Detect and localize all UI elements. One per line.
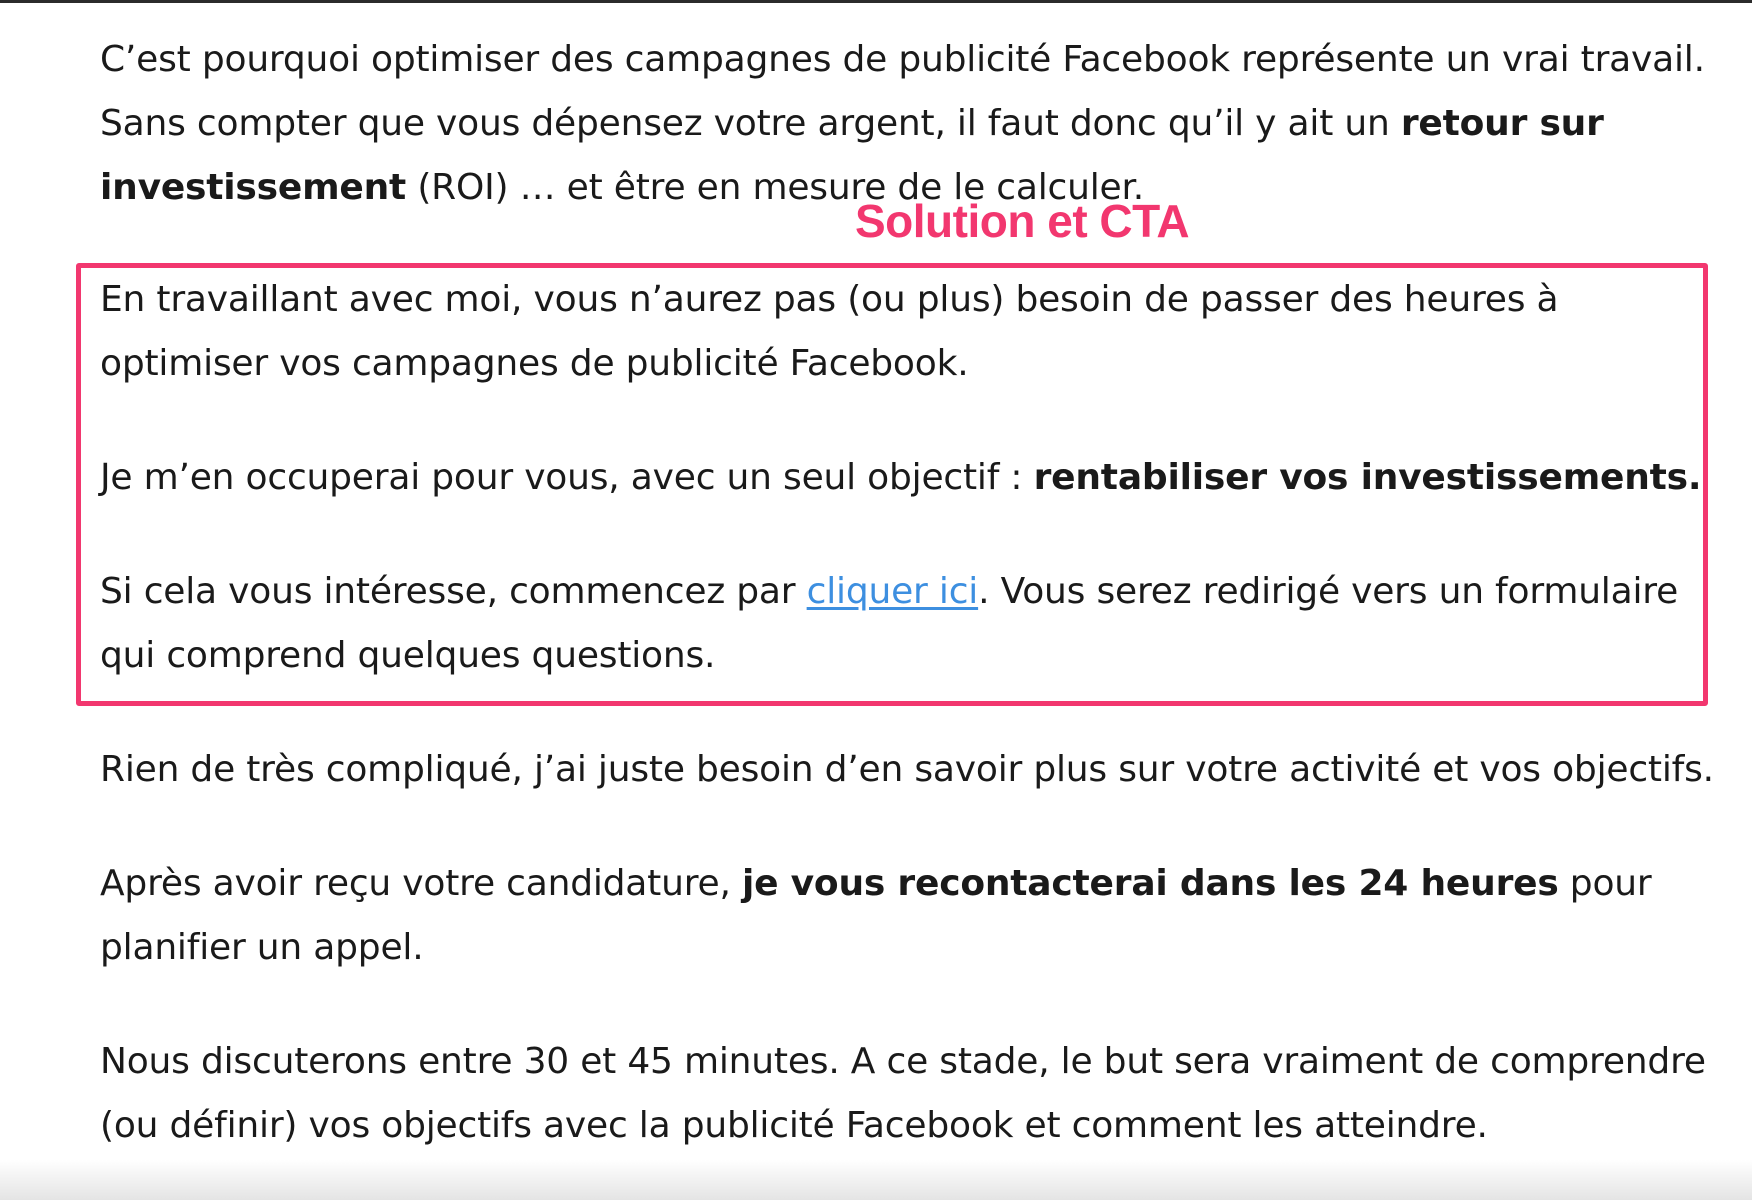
solution-cta-highlight-box [76,263,1708,706]
bottom-fade [0,1160,1752,1200]
bold-text: retour sur investissement [100,103,1604,208]
paragraph-text: Je m’en occuperai pour vous, avec un seul objectif : [100,457,1034,498]
paragraph-discussion: Nous discuterons entre 30 et 45 minutes. A ce stade, le but sera vraiment de comprendre (ou définir) vos objectifs avec la publicité Facebook et comment les atteindre. [100,1041,1706,1146]
paragraph-text: Si cela vous intéresse, commencez par [100,571,807,612]
paragraph-text: pour planifier un appel. [100,863,1652,968]
cta-link[interactable]: cliquer ici [806,571,979,612]
bold-text: je vous recontacterai dans les 24 heures [741,863,1559,904]
paragraph-text: Après avoir reçu votre candidature, [100,863,742,904]
paragraph-working-with-me: En travaillant avec moi, vous n’aurez pas (ou plus) besoin de passer des heures à optimiser vos campagnes de publicité Facebook. [100,279,1559,384]
paragraph-nothing-complicated: Rien de très compliqué, j’ai juste besoin d’en savoir plus sur votre activité et vos objectifs. [100,749,1714,790]
paragraph-text: (ROI) … et être en mesure de le calculer. [406,167,1145,208]
paragraph-roi [100,28,1720,220]
bold-text: rentabiliser vos investissements. [1033,457,1702,498]
top-border [0,0,1752,3]
paragraph-text: . Vous serez redirigé vers un formulaire qui comprend quelques questions. [100,571,1679,676]
paragraph-recontact [100,852,1720,980]
paragraph-text: C’est pourquoi optimiser des campagnes de publicité Facebook représente un vrai travail. Sans compter que vous dépensez votre argent, il faut donc qu’il y ait un [100,39,1705,144]
solution-cta-annotation: Solution et CTA [855,195,1190,247]
